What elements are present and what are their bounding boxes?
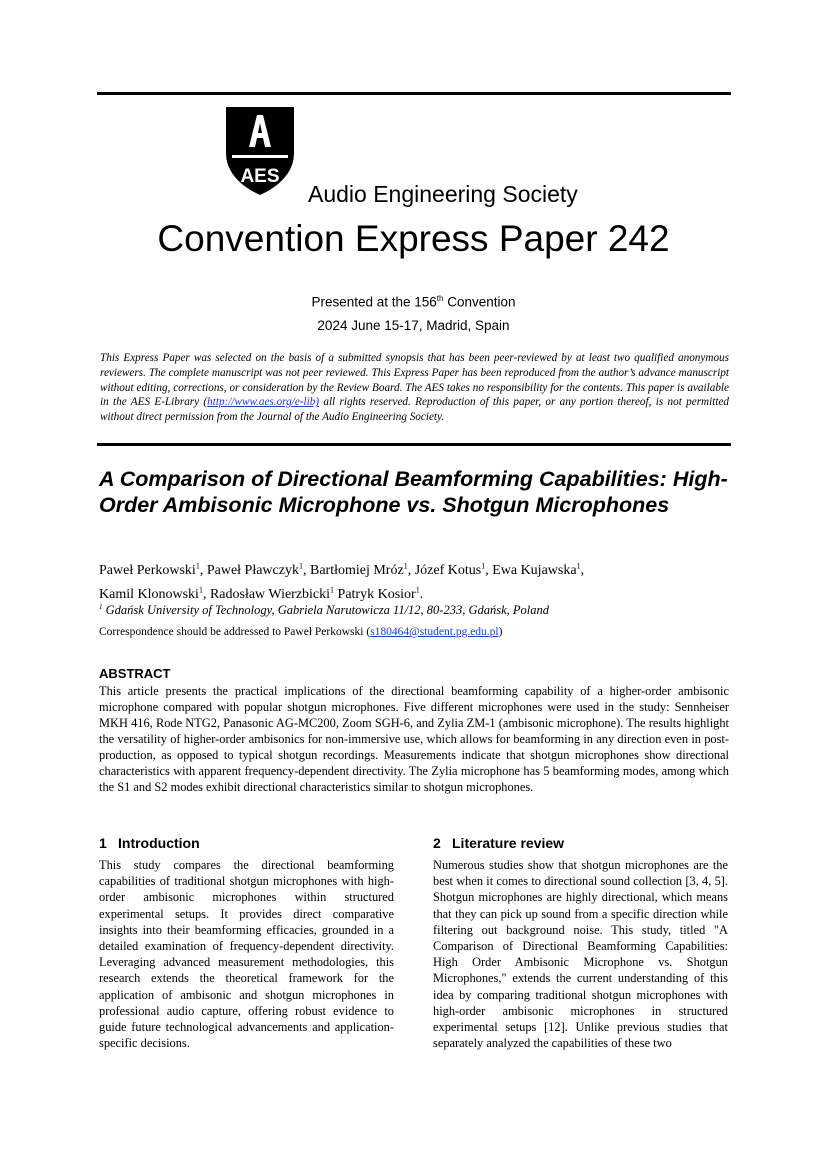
author: Kamil Klonowski$^1$, — [99, 585, 210, 603]
aes-logo — [222, 105, 298, 197]
author: Bartłomiej Mróz$^1$, — [309, 561, 415, 578]
bottom-rule — [97, 443, 731, 446]
society-name: Audio Engineering Society — [308, 181, 578, 207]
author-list — [99, 556, 729, 605]
author: Józef Kotus$^1$, — [414, 561, 493, 578]
correspondence: Correspondence should be addressed to Paweł Perkowski (s180464@student.pg.edu.pl) — [99, 626, 503, 638]
top-rule — [97, 92, 731, 95]
affiliation: $^1$ Gdańsk University of Technology, Gabriela Narutowicza 11/12, 80-233, Gdańsk, Poland — [99, 603, 550, 618]
correspondence-email-link[interactable]: s180464@student.pg.edu.pl — [370, 626, 499, 638]
convention-title: Convention Express Paper 242 — [157, 218, 670, 259]
abstract-text: This article presents the practical implications of the directional beamforming capability of a higher-order ambisonic microphone compared with popular shotgun microphones. Five different microphones were used in the study: Sennheiser MKH 416, Rode NTG2, Panasonic AG-MC200, Zoom SGH-6, and Zylia ZM-1 (ambisonic microphone). The results highlight the versatility of higher-order ambisonics for non-immersive use, which allows for beamforming in any direction even in post-production, as opposed to typical shotgun recordings. Measurements indicate that shotgun microphones show directional characteristics with apparent frequency-dependent directivity. The Zylia microphone has 5 beamforming modes, among which the S1 and S2 modes exhibit directional characteristics similar to shotgun microphones. — [99, 684, 729, 794]
paper-title: A Comparison of Directional Beamforming Capabilities: High-Order Ambisonic Microphone vs. Shotgun Microphones — [99, 467, 728, 517]
author: Paweł Perkowski$^1$, — [99, 561, 207, 578]
author: Patryk Kosior$^1$. — [337, 585, 424, 603]
author: Radosław Wierzbicki$^1$ — [209, 585, 335, 603]
abstract-heading: ABSTRACT — [99, 666, 171, 681]
logo-text: AES — [240, 166, 280, 187]
author: Ewa Kujawska$^1$, — [492, 561, 585, 578]
presented-line: Presented at the 156th Convention — [311, 294, 516, 310]
section-text-introduction: This study compares the directional beamforming capabilities of traditional shotgun microphones with high-order ambisonic microphones within structured experimental setups. It provides direct comparative insights into their beamforming efficacies, grounded in a detailed examination of frequency-dependent directivity. Leveraging advanced measurement methodologies, this research extends the theoretical framework for the application of ambisonic and shotgun microphones in professional audio capture, offering robust evidence to guide future technological advancements and application-specific decisions. — [99, 858, 394, 1051]
section-heading-introduction: 1 Introduction — [99, 835, 200, 851]
elibrary-link[interactable]: http://www.aes.org/e-lib) — [207, 396, 320, 409]
author: Paweł Pławczyk$^1$, — [206, 561, 310, 578]
section-text-literature-review: Numerous studies show that shotgun microphones are the best when it comes to directional sound collection [3, 4, 5]. Shotgun microphones are highly directional, which means that they can pick up sound from a specific direction while filtering out background noise. This study, titled "A Comparison of Directional Beamforming Capabilities: High Order Ambisonic Microphone vs. Shotgun Microphones," extends the current understanding of this idea by comparing traditional shotgun microphones with high-order ambisonic microphones in structured experimental setups [12]. Unlike previous studies that separately analyzed the capabilities of these two — [433, 858, 728, 1051]
dates-location: 2024 June 15-17, Madrid, Spain — [317, 318, 510, 333]
disclaimer: This Express Paper was selected on the basis of a submitted synopsis that has been peer-reviewed by at least two qualified anonymous reviewers. The complete manuscript was not peer reviewed. This Express Paper has been reproduced from the author’s advance manuscript without editing, corrections, or consideration by the Review Board. The AES takes no responsibility for the contents. This paper is available in the AES E-Library (http://www.aes.org/e-lib) all rights reserved. Reproduction of this paper, or any portion thereof, is not permitted without direct permission from the Journal of the Audio Engineering Society. — [100, 352, 730, 424]
section-heading-literature-review: 2 Literature review — [433, 835, 565, 851]
